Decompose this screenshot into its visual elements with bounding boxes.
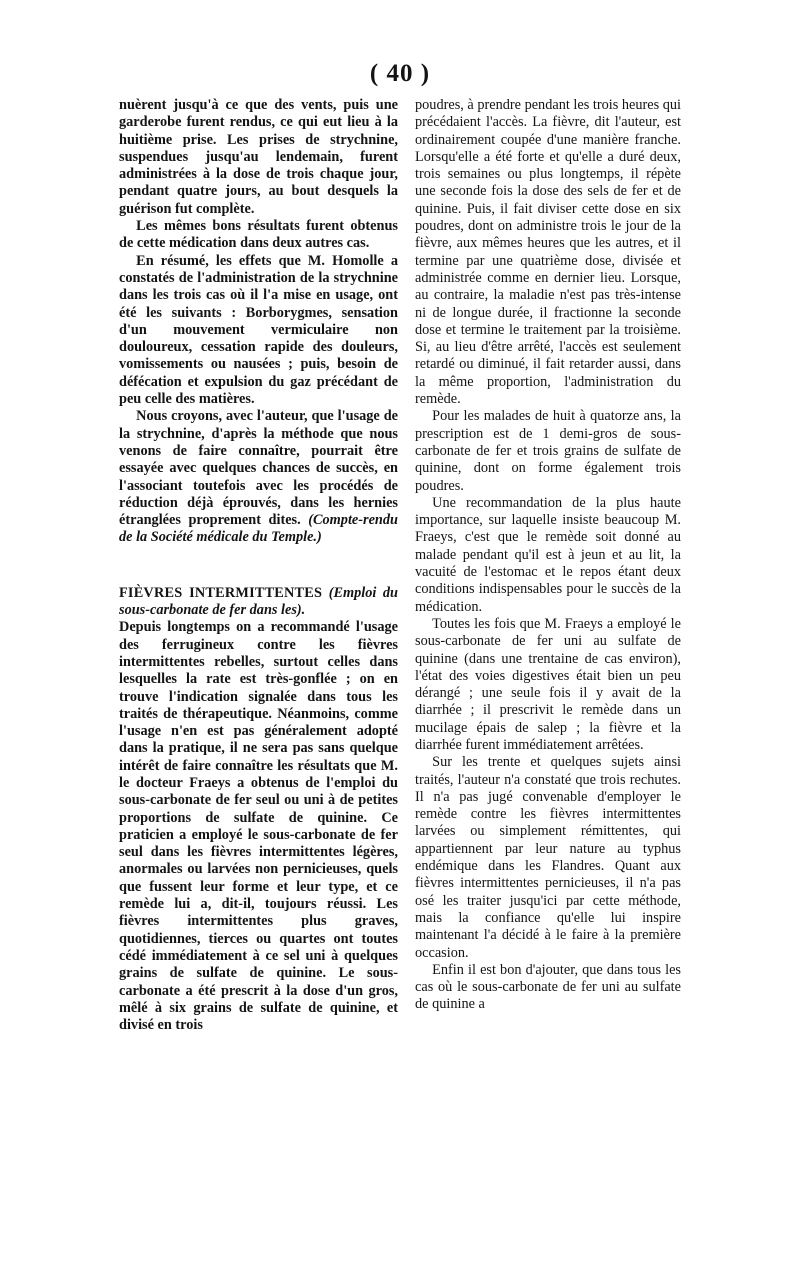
paragraph <box>119 408 398 546</box>
left-column <box>119 97 398 1034</box>
section-gap <box>119 547 398 585</box>
paragraph: Sur les trente et quelques sujets ainsi traités, l'auteur n'a constaté que trois rechutes. Il n'a pas jugé convenable d'employer le remède contre les fièvres intermittentes larvées ou simplement rémittentes, qui appartiennent par leur nature au typhus endémique dans les Flandres. Quant aux fièvres intermittentes pernicieuses, il n'a pas osé les traiter jusqu'ici par cette méthode, mais la confiance qu'elle lui inspire maintenant l'a décidé à le faire à la première occasion. <box>415 754 681 961</box>
paragraph: Une recommandation de la plus haute importance, sur laquelle insiste beaucoup M. Fraeys, c'est que le remède soit donné au malade pendant qu'il est à jeun et au lit, la vacuité de l'estomac et le repos étant deux conditions indispensables pour le succès de la médication. <box>415 494 681 615</box>
paragraph: poudres, à prendre pendant les trois heures qui précédaient l'accès. La fièvre, dit l'auteur, est ordinairement coupée d'une manière franche. Lorsqu'elle a été forte et qu'elle a duré deux, trois semaines ou plus longtemps, il répète une seconde fois la dose des sels de fer et de quinine. Puis, il fait diviser cette dose en six poudres, dont on administre trois le jour de la fièvre, aux mêmes heures que les autres, et il termine par une quatrième dose, divisée et administrée comme en dernier lieu. Lorsque, au contraire, la maladie n'est pas très-intense ni de longue durée, il fractionne la seconde dose et termine le traitement par la troisième. Si, au lieu d'être arrêté, l'accès est seulement retardé ou diminué, il fait retarder aussi, dans la même proportion, l'administration du remède. <box>415 97 682 408</box>
section-heading: FIÈVRES INTERMITTENTES <box>119 584 323 601</box>
page-number: ( 40 ) <box>369 60 431 87</box>
source-citation: (Compte-rendu de la Société médicale du Temple.) <box>119 512 398 546</box>
section-subheading: (Emploi du sous-carbonate de fer dans les). <box>119 584 398 619</box>
paragraph: nuèrent jusqu'à ce que des vents, puis une garderobe furent rendus, ce qui eut lieu à la huitième prise. Les prises de strychnine, suspendues jusqu'au lendemain, furent administrées à la dose de trois chaque jour, pendant quatre jours, au bout desquels la guérison fut complète. <box>119 97 398 217</box>
paragraph: Les mêmes bons résultats furent obtenus de cette médication dans deux autres cas. <box>119 218 398 252</box>
paragraph: Toutes les fois que M. Fraeys a employé le sous-carbonate de fer uni au sulfate de quinine (dans une trentaine de cas environ), l'état des voies digestives était bien un peu dérangé ; une seule fois il y avait de la diarrhée ; il prescrivit le remède dans un mucilage épais de salep ; la fièvre et la diarrhée furent immédiatement arrêtées. <box>415 615 681 753</box>
paragraph-text: Nous croyons, avec l'auteur, que l'usage de la strychnine, d'après la méthode que nous venons de faire connaître, pourrait être essayée avec quelques chances de succès, en l'associant toutefois avec les procédés de réduction déjà éprouvés, dans les hernies étranglées proprement dites. <box>119 408 398 529</box>
paragraph: En résumé, les effets que M. Homolle a constatés de l'administration de la strychnine dans les trois cas où il l'a mise en usage, ont été les suivants : Borborygmes, sensation d'un mouvement vermiculaire non douloureux, cessation rapide des douleurs, vomissements ou nausées ; puis, besoin de défécation et expulsion du gaz précédant de peu celle des matières. <box>119 252 398 408</box>
section-title <box>119 585 398 620</box>
paragraph: Enfin il est bon d'ajouter, que dans tous les cas où le sous-carbonate de fer uni au sulfate de quinine a <box>415 961 681 1013</box>
right-column <box>415 97 681 1014</box>
paragraph: Depuis longtemps on a recommandé l'usage des ferrugineux contre les fièvres intermittentes rebelles, surtout celles dans lesquelles la rate est très-gonflée ; on en trouve l'indication signalée dans tous les traités de thérapeutique. Néanmoins, comme l'usage n'en est pas généralement adopté dans la pratique, il ne sera pas sans quelque intérêt de faire connaître les résultats que M. le docteur Fraeys a obtenus de l'emploi du sous-carbonate de fer seul ou uni à de petites proportions de sulfate de quinine. Ce praticien a employé le sous-carbonate de fer seul dans les fièvres intermittentes légères, anormales ou larvées non pernicieuses, quels que fussent leur forme et leur type, et ce remède lui a, dit-il, toujours réussi. Les fièvres intermittentes plus graves, quotidiennes, tierces ou quartes ont toutes cédé immédiatement à ce sel uni à quelques grains de sulfate de quinine. Le sous-carbonate a été prescrit à la dose d'un gros, mêlé à six grains de sulfate de quinine, et divisé en trois <box>119 619 398 1034</box>
paragraph: Pour les malades de huit à quatorze ans, la prescription est de 1 demi-gros de sous-carbonate de fer et trois grains de sulfate de quinine, dont on forme également trois poudres. <box>415 408 681 494</box>
